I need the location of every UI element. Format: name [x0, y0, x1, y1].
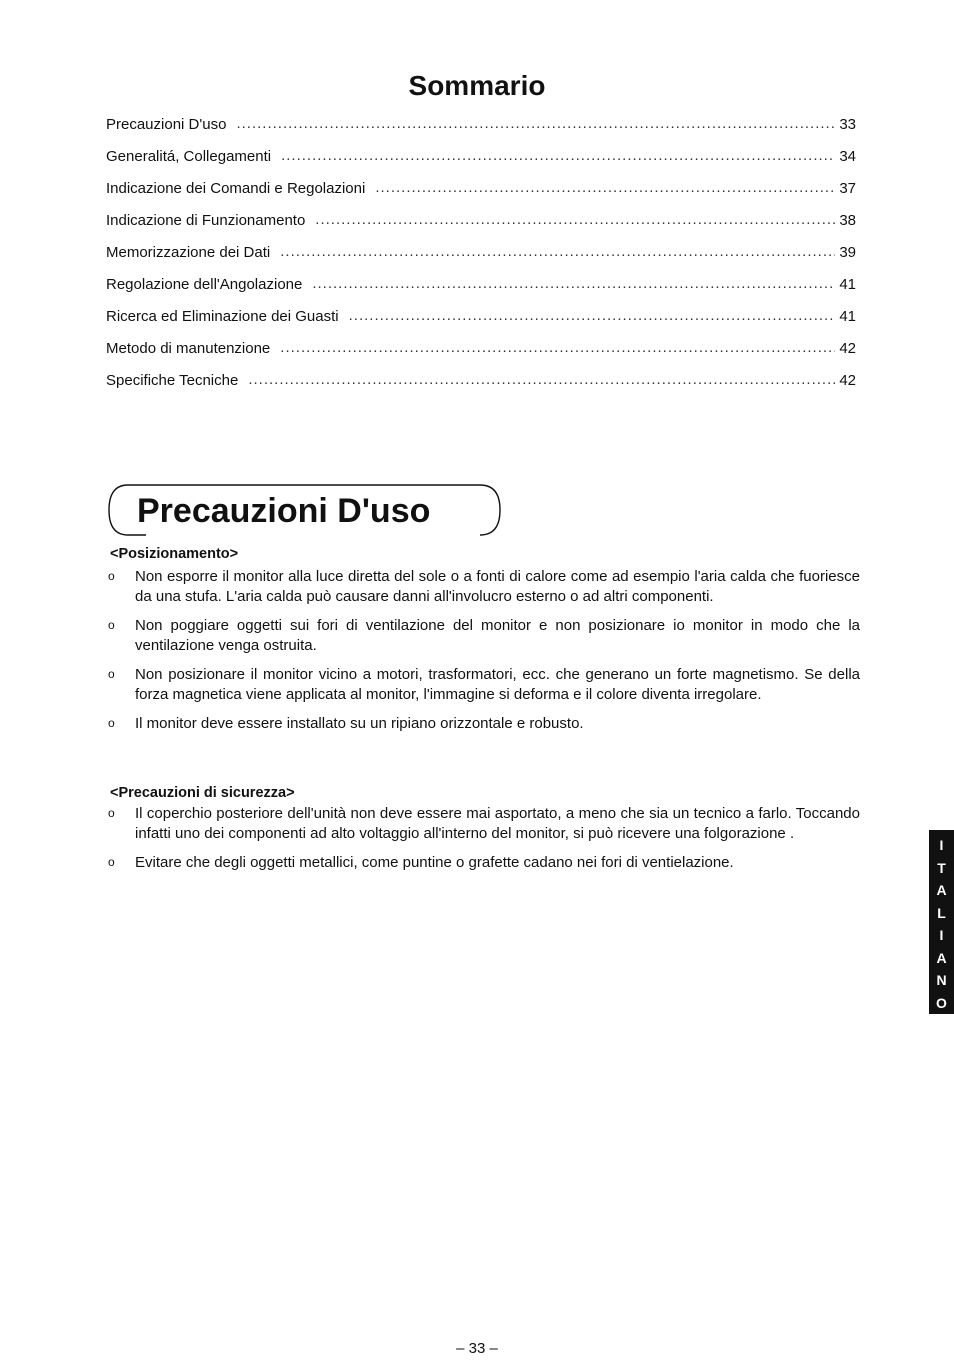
toc-leader-dots	[280, 337, 835, 359]
toc-row[interactable]	[106, 274, 856, 306]
bullet-text: Non poggiare oggetti sui fori di ventilazione del monitor e non posizionare io monitor in modo che la ventilazione venga ostruita.	[135, 617, 860, 654]
toc-leader-dots	[236, 113, 835, 135]
toc-leader-dots	[312, 273, 835, 295]
language-letter: I	[939, 837, 944, 853]
language-letter: A	[936, 949, 947, 966]
toc-leader-dots	[248, 369, 835, 391]
bullet-icon: o	[108, 716, 115, 730]
toc-row[interactable]	[106, 338, 856, 370]
toc-page: 37	[839, 180, 856, 197]
safety-list	[106, 804, 860, 883]
toc-page: 42	[839, 340, 856, 357]
list-item	[106, 567, 860, 606]
toc-label: Metodo di manutenzione	[106, 340, 271, 357]
toc-page: 34	[839, 148, 856, 165]
toc-leader-dots	[281, 145, 835, 167]
positioning-list	[106, 567, 860, 744]
list-item	[106, 616, 860, 655]
language-letter: N	[936, 972, 947, 988]
language-letter: A	[936, 882, 947, 898]
bullet-text: Il monitor deve essere installato su un ripiano orizzontale e robusto.	[135, 715, 584, 732]
list-item	[106, 804, 860, 843]
bullet-text: Evitare che degli oggetti metallici, come puntine o grafette cadano nei fori di ventielazione.	[135, 854, 734, 871]
bullet-text: Non esporre il monitor alla luce diretta del sole o a fonti di calore come ad esempio l'aria calda che fuoriesce da una stufa. L'aria calda può causare danni all'involucro esterno o ad altri componenti.	[135, 568, 860, 605]
list-item	[106, 714, 860, 734]
toc-row[interactable]	[106, 370, 856, 402]
toc-row[interactable]	[106, 178, 856, 210]
toc-page: 33	[839, 116, 856, 133]
toc-leader-dots	[315, 209, 835, 231]
bullet-icon: o	[108, 667, 115, 681]
bullet-text: Il coperchio posteriore dell'unità non deve essere mai asportato, a meno che sia un tecnico a farlo. Toccando infatti uno dei componenti ad alto voltaggio all'interno del monitor, si può ricevere una folgorazione .	[135, 805, 860, 842]
bullet-icon: o	[108, 569, 115, 583]
language-letter: I	[939, 927, 944, 943]
toc-row[interactable]	[106, 242, 856, 274]
toc-label: Indicazione dei Comandi e Regolazioni	[106, 180, 366, 197]
toc-row[interactable]	[106, 210, 856, 242]
toc-page: 41	[839, 276, 856, 293]
bullet-icon: o	[108, 855, 115, 869]
toc-leader-dots	[349, 305, 836, 327]
toc-page: 38	[839, 212, 856, 229]
list-item	[106, 853, 860, 873]
toc-label: Regolazione dell'Angolazione	[106, 276, 303, 293]
language-letter: L	[937, 904, 946, 921]
language-letter: O	[936, 994, 947, 1011]
page-number: – 33 –	[456, 1340, 498, 1357]
toc-page: 41	[839, 308, 856, 325]
toc-title: Sommario	[408, 70, 546, 101]
language-tab	[929, 830, 954, 1014]
language-letter: T	[937, 859, 946, 876]
bullet-text: Non posizionare il monitor vicino a motori, trasformatori, ecc. che generano un forte magnetismo. Se della forza magnetica viene applicata al monitor, l'immagine si deforma e il colore diventa irregolare.	[135, 666, 860, 703]
toc-leader-dots	[280, 241, 835, 263]
toc-label: Generalitá, Collegamenti	[106, 148, 272, 165]
toc-label: Indicazione di Funzionamento	[106, 212, 306, 229]
toc-label: Precauzioni D'uso	[106, 116, 227, 133]
bullet-icon: o	[108, 618, 115, 632]
list-item	[106, 665, 860, 704]
positioning-heading: <Posizionamento>	[110, 546, 239, 562]
toc-row[interactable]	[106, 146, 856, 178]
toc-row[interactable]	[106, 114, 856, 146]
table-of-contents	[106, 114, 856, 402]
section-title: Precauzioni D'uso	[137, 492, 431, 530]
safety-heading: <Precauzioni di sicurezza>	[110, 785, 295, 801]
toc-row[interactable]	[106, 306, 856, 338]
toc-page: 42	[839, 372, 856, 389]
toc-leader-dots	[375, 177, 835, 199]
toc-label: Memorizzazione dei Dati	[106, 244, 271, 261]
toc-label: Specifiche Tecniche	[106, 372, 239, 389]
bullet-icon: o	[108, 806, 115, 820]
toc-label: Ricerca ed Eliminazione dei Guasti	[106, 308, 339, 325]
toc-page: 39	[839, 244, 856, 261]
